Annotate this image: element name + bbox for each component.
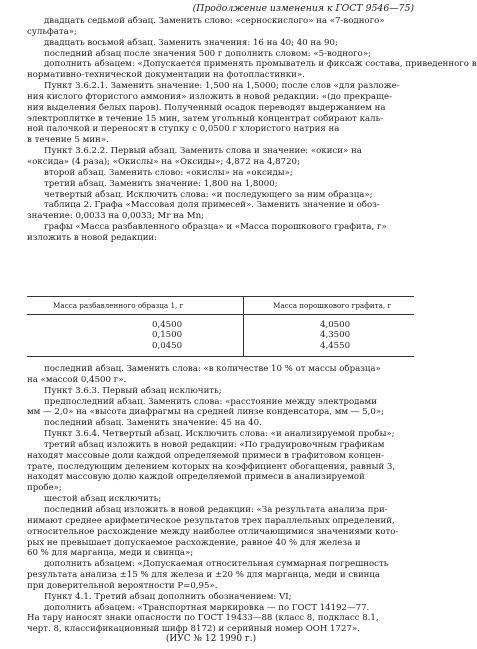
text-line: последний абзац. Заменить слова: «в количестве 10 % от массы образца»: [44, 364, 381, 374]
text-line: 60 % для марганца, меди и свинца»;: [27, 548, 194, 559]
text-line: ной палочкой и переносят в ступку с 0,0500 г хлористого натрия на: [27, 124, 340, 135]
text-line: находят массовые доли каждой определяемой примеси в графитовом концен-: [27, 450, 385, 461]
text-line: нимают среднее арифметическое результатов трех параллельных определений,: [27, 515, 395, 526]
text-line: шестой абзац исключить;: [44, 494, 162, 505]
text-line: последний абзац. Заменить значение: 45 на 40.: [44, 418, 262, 429]
text-line: двадцать седьмой абзац. Заменить слово: «серноскислого» на «7-водного»: [44, 16, 385, 26]
text-line: третий абзац. Заменить значение: 1,800 на 1,8000;: [44, 178, 278, 189]
text-line: графы «Масса разбавленного образца» и «Масса порошкового графита, г»: [44, 222, 387, 233]
text-line: ния кислого фтористого аммония» изложить в новой редакции: «(до прекраще-: [27, 91, 392, 102]
text-line: значение: 0,0033 на 0,0033; Mr на Mn;: [27, 211, 205, 222]
table-column-graphite-mass: [320, 320, 350, 351]
text-line: Пункт 3.6.3. Первый абзац исключить;: [44, 385, 222, 396]
text-block-top: [27, 16, 477, 244]
table-cell: 4,3500: [320, 330, 351, 341]
table-cell: 4,4550: [320, 340, 351, 351]
replacement-table: [27, 296, 414, 356]
text-line: таблица 2. Графа «Массовая доля примесей». Заменить значение и обоз-: [44, 200, 380, 211]
text-line: электроплитке в течение 15 мин, затем угольный концентрат собирают каль-: [27, 113, 384, 124]
text-line: на «массой 0,4500 г».: [27, 374, 127, 385]
text-line: четвертый абзац. Исключить слова: «и последующего за ним образца»;: [44, 189, 373, 200]
table-header-rule: [27, 314, 414, 315]
text-line: относительное расхождение между наиболее отличающимися значениями кото-: [27, 526, 399, 537]
text-line: последний абзац изложить в новой редакции: «За результата анализа при-: [44, 504, 388, 515]
table-bottom-rule: [27, 356, 414, 357]
text-line: в течение 5 мин».: [27, 135, 109, 146]
table-cell: 4,0500: [320, 320, 351, 330]
text-line: второй абзац. Заменить слово: «окислы» на «оксиды»;: [44, 167, 293, 178]
table-column-sample-mass: [152, 320, 182, 351]
text-line: мм — 2,0» на «высота диафрагмы на средней линзе конденсатора, мм — 5,0»;: [27, 407, 384, 418]
text-line: предпоследний абзац. Заменить слова: «расстояние между электродами: [44, 396, 377, 407]
text-line: Пункт 4.1. Третий абзац дополнить обозначением: VI;: [44, 591, 292, 602]
text-line: ния выделения белых паров). Полученный осадок переводят выдержанием на: [27, 102, 386, 113]
text-block-bottom: [27, 364, 414, 635]
text-line: трате, последующим делением которых на коэффициент обогащения, равный 3,: [27, 461, 396, 472]
table-top-rule: [27, 296, 414, 297]
text-line: результата анализа ±15 % для железа и ±20 % для марганца, меди и свинца: [27, 570, 381, 581]
text-line: сульфата»;: [27, 26, 77, 37]
text-line: Пункт 3.6.4. Четвертый абзац. Исключить слова: «и анализируемой пробы»;: [44, 429, 395, 440]
text-line: Пункт 3.6.2.1. Заменить значение: 1,500 на 1,5000; после слов «для разложе-: [44, 81, 400, 92]
table-header-graphite-mass: Масса порошкового графита, г: [273, 301, 392, 310]
text-line: последний абзац после значения 500 г дополнить словом: «5-водного»;: [44, 48, 371, 59]
text-line: при доверительной вероятности P=0,95».: [27, 580, 218, 591]
table-cell: 0,1500: [152, 330, 183, 341]
text-line: находят массовую долю каждой определяемой примеси в анализируемой: [27, 472, 365, 483]
text-line: «оксида» (4 раза); «Окислы» на «Оксиды»; 4,872 на 4,8720;: [27, 156, 300, 167]
page-header: (Продолжение изменения к ГОСТ 9546—75): [192, 3, 414, 14]
table-header-sample-mass: Масса разбавленного образца 1, г: [53, 301, 184, 310]
table-cell: 0,0450: [152, 340, 183, 351]
text-line: черт. 8, классификационный шифр 8172) и серийный номер ООН 1727».: [27, 624, 360, 635]
page-footer-citation: (ИУС № 12 1990 г.): [165, 634, 257, 644]
text-line: дополнить абзацем: «Допускается применять промыватель и фиксаж состава, приведенного в: [44, 59, 477, 70]
text-line: дополнить абзацем: «Транспортная маркировка — по ГОСТ 14192—77.: [44, 602, 370, 613]
text-line: пробе»;: [27, 483, 62, 494]
text-line: дополнить абзацем: «Допускаемая относительная суммарная погрешность: [44, 559, 389, 570]
text-line: нормативно-технической документации на фотопластинки».: [27, 70, 305, 81]
text-line: третий абзац изложить в новой редакции: «По градуировочным графикам: [44, 439, 385, 450]
text-line: двадцать восьмой абзац. Заменить значения: 16 на 40; 40 на 90;: [44, 37, 338, 48]
text-line: Пункт 3.6.2.2. Первый абзац. Заменить слова и значение: «окиси» на: [44, 146, 362, 157]
table-cell: 0,4500: [152, 320, 183, 330]
text-line: изложить в новой редакции:: [27, 232, 158, 243]
table-column-divider: [243, 296, 244, 356]
text-line: рых не превышает допускаемое расхождение, равное 40 % для железа и: [27, 537, 361, 548]
text-line: На тару наносят знаки опасности по ГОСТ 19433—88 (класс 8, подкласс 8.1,: [27, 613, 379, 624]
